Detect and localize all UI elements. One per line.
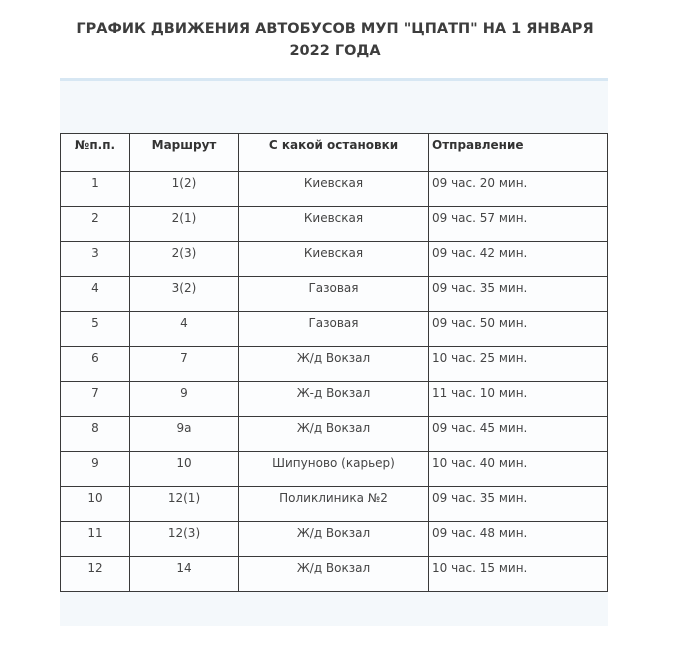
cell-route: 4 (130, 312, 239, 347)
cell-departure: 09 час. 50 мин. (429, 312, 608, 347)
table-row (61, 207, 608, 242)
table-row (61, 242, 608, 277)
cell-route: 12(1) (130, 487, 239, 522)
table-row (61, 347, 608, 382)
table-panel (60, 78, 608, 626)
cell-stop: Ж/д Вокзал (239, 557, 429, 592)
cell-departure: 11 час. 10 мин. (429, 382, 608, 417)
cell-departure: 09 час. 45 мин. (429, 417, 608, 452)
cell-stop: Ж/д Вокзал (239, 347, 429, 382)
cell-stop: Ж/д Вокзал (239, 417, 429, 452)
table-row (61, 277, 608, 312)
table-row (61, 522, 608, 557)
cell-stop: Ж/д Вокзал (239, 522, 429, 557)
cell-number: 7 (61, 382, 130, 417)
cell-route: 12(3) (130, 522, 239, 557)
cell-route: 2(1) (130, 207, 239, 242)
cell-stop: Киевская (239, 242, 429, 277)
cell-number: 12 (61, 557, 130, 592)
table-row (61, 487, 608, 522)
cell-route: 2(3) (130, 242, 239, 277)
cell-departure: 09 час. 35 мин. (429, 277, 608, 312)
cell-number: 3 (61, 242, 130, 277)
page-title: ГРАФИК ДВИЖЕНИЯ АВТОБУСОВ МУП "ЦПАТП" НА 1 ЯНВАРЯ 2022 ГОДА (76, 21, 594, 59)
cell-route: 9 (130, 382, 239, 417)
cell-number: 1 (61, 172, 130, 207)
cell-stop: Шипуново (карьер) (239, 452, 429, 487)
cell-route: 3(2) (130, 277, 239, 312)
header-departure: Отправление (429, 134, 608, 172)
cell-departure: 10 час. 25 мин. (429, 347, 608, 382)
table-row (61, 382, 608, 417)
header-stop: С какой остановки (239, 134, 429, 172)
cell-number: 9 (61, 452, 130, 487)
header-route: Маршрут (130, 134, 239, 172)
cell-number: 10 (61, 487, 130, 522)
table-row (61, 172, 608, 207)
cell-number: 11 (61, 522, 130, 557)
cell-stop: Киевская (239, 172, 429, 207)
cell-departure: 09 час. 20 мин. (429, 172, 608, 207)
cell-stop: Газовая (239, 312, 429, 347)
table-row (61, 312, 608, 347)
cell-stop: Поликлиника №2 (239, 487, 429, 522)
cell-route: 9а (130, 417, 239, 452)
cell-stop: Киевская (239, 207, 429, 242)
cell-departure: 09 час. 57 мин. (429, 207, 608, 242)
cell-stop: Ж-д Вокзал (239, 382, 429, 417)
cell-number: 6 (61, 347, 130, 382)
cell-departure: 09 час. 48 мин. (429, 522, 608, 557)
cell-departure: 10 час. 40 мин. (429, 452, 608, 487)
cell-number: 2 (61, 207, 130, 242)
cell-route: 14 (130, 557, 239, 592)
table-row (61, 417, 608, 452)
table-header-row (61, 134, 608, 172)
cell-stop: Газовая (239, 277, 429, 312)
cell-number: 8 (61, 417, 130, 452)
table-row (61, 452, 608, 487)
cell-departure: 10 час. 15 мин. (429, 557, 608, 592)
cell-number: 4 (61, 277, 130, 312)
cell-number: 5 (61, 312, 130, 347)
cell-departure: 09 час. 42 мин. (429, 242, 608, 277)
cell-route: 7 (130, 347, 239, 382)
cell-departure: 09 час. 35 мин. (429, 487, 608, 522)
header-number: №п.п. (61, 134, 130, 172)
cell-route: 1(2) (130, 172, 239, 207)
cell-route: 10 (130, 452, 239, 487)
table-row (61, 557, 608, 592)
schedule-table (60, 133, 608, 592)
